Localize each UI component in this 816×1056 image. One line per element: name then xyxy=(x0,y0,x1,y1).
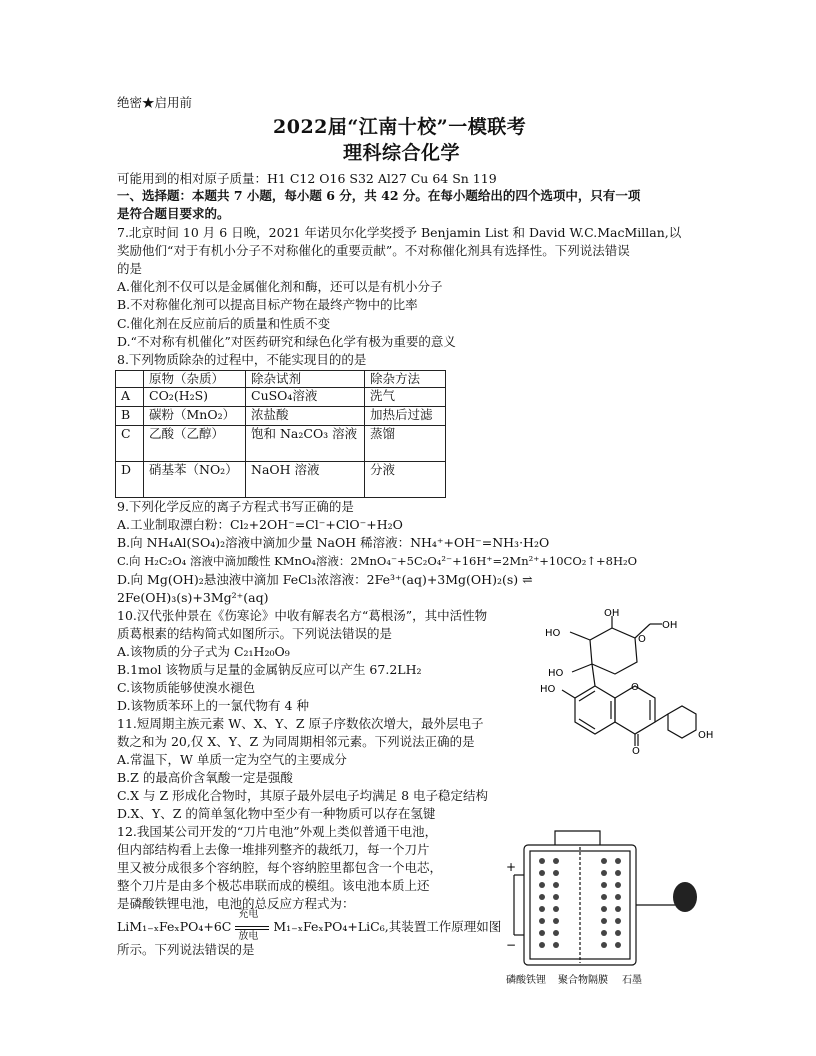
table-cell: 浓盐酸 xyxy=(246,407,365,426)
pyranone-ring xyxy=(615,686,655,734)
structure-label: O xyxy=(631,682,639,693)
q7-option-a: A.催化剂不仅可以是金属催化剂和酶，还可以是有机小分子 xyxy=(117,279,443,294)
q7-stem: 的是 xyxy=(117,261,143,276)
structure-label: HO xyxy=(545,628,561,639)
table-row xyxy=(116,407,446,426)
table-header: 原物（杂质） xyxy=(144,371,246,388)
q11-option-c: C.X 与 Z 形成化合物时，其原子最外层电子均满足 8 电子稳定结构 xyxy=(117,788,488,803)
structure-label: OH xyxy=(662,620,678,631)
figure-label: 磷酸铁锂 xyxy=(506,975,546,986)
structure-label: HO xyxy=(540,684,556,695)
q9-option-b: B.向 NH₄Al(SO₄)₂溶液中滴加少量 NaOH 稀溶液：NH₄⁺+OH⁻=NH₃·H₂O xyxy=(117,535,550,550)
table-cell: CO₂(H₂S) xyxy=(144,388,246,407)
q12-stem: 所示。下列说法错误的是 xyxy=(117,942,255,957)
table-header: 除杂方法 xyxy=(365,371,446,388)
q8-stem: 8.下列物质除杂的过程中，不能实现目的的是 xyxy=(117,352,367,367)
table-cell: 硝基苯（NO₂） xyxy=(144,462,246,498)
q9-option-d: D.向 Mg(OH)₂悬浊液中滴加 FeCl₃浓溶液：2Fe³⁺(aq)+3Mg(OH)₂(s) ⇌ xyxy=(117,572,533,587)
section-heading-cont: 是符合题目要求的。 xyxy=(117,206,230,221)
benzo-ring xyxy=(575,686,615,734)
q12-stem: 里又被分成很多个容纳腔，每个容纳腔里都包含一个电芯， xyxy=(117,860,443,875)
page-title: 2022届“江南十校”一模联考 xyxy=(273,116,527,138)
table-row xyxy=(116,462,446,498)
discharge-label: 放电 xyxy=(238,930,259,942)
q7-stem: 7.北京时间 10 月 6 日晚，2021 年诺贝尔化学奖授予 Benjamin List 和 David W.C.MacMillan,以 xyxy=(117,225,682,240)
charge-label: 充电 xyxy=(238,908,259,920)
sugar-ring xyxy=(590,628,637,674)
battery-figure xyxy=(500,825,700,990)
q9-option-d-cont: 2Fe(OH)₃(s)+3Mg²⁺(aq) xyxy=(117,590,269,605)
q11-option-d: D.X、Y、Z 的简单氢化物中至少有一种物质可以存在氢键 xyxy=(117,806,436,821)
q11-stem: 11.短周期主族元素 W、X、Y、Z 原子序数依次增大，最外层电子 xyxy=(117,716,484,731)
table-cell: 蒸馏 xyxy=(365,426,446,462)
q11-option-a: A.常温下，W 单质一定为空气的主要成分 xyxy=(117,752,347,767)
table-header: 除杂试剂 xyxy=(246,371,365,388)
table-cell: B xyxy=(116,407,144,426)
puerarin-structure-figure xyxy=(540,608,714,757)
q12-stem: 整个刀片是由多个极芯串联而成的模组。该电池本质上还 xyxy=(117,878,430,893)
structure-label: O xyxy=(638,634,646,645)
figure-label: 聚合物隔膜 xyxy=(558,975,608,986)
structure-label: OH xyxy=(604,608,620,619)
table-cell: 饱和 Na₂CO₃ 溶液 xyxy=(246,426,365,462)
q9-option-a: A.工业制取漂白粉：Cl₂+2OH⁻=Cl⁻+ClO⁻+H₂O xyxy=(117,517,403,532)
equation-arrows xyxy=(235,908,269,942)
q7-stem: 奖励他们“对于有机小分子不对称催化的重要贡献”。不对称催化剂具有选择性。下列说法错误 xyxy=(117,243,630,258)
figure-label: 石墨 xyxy=(622,975,642,986)
q10-option-a: A.该物质的分子式为 C₂₁H₂₀O₉ xyxy=(117,644,290,659)
table-cell: 洗气 xyxy=(365,388,446,407)
table-cell: D xyxy=(116,462,144,498)
q8-table xyxy=(115,370,446,498)
table-header-row xyxy=(116,371,446,388)
q7-option-b: B.不对称催化剂可以提高目标产物在最终产物中的比率 xyxy=(117,297,418,312)
q12-stem: 12.我国某公司开发的“刀片电池”外观上类似普通干电池， xyxy=(117,824,438,839)
minus-sign: − xyxy=(506,938,517,952)
atomic-masses: 可能用到的相对原子质量：H1 C12 O16 S32 Al27 Cu 64 Sn 119 xyxy=(117,171,497,186)
plus-sign: + xyxy=(506,860,517,874)
q7-option-d: D.“不对称有机催化”对医药研究和绿色化学有极为重要的意义 xyxy=(117,334,456,349)
phenyl-ring xyxy=(668,706,696,738)
page-subtitle: 理科综合化学 xyxy=(343,142,461,164)
table-row xyxy=(116,426,446,462)
equation-right: M₁₋ₓFeₓPO₄+LiC₆,其装置工作原理如图 xyxy=(273,919,502,934)
q10-stem: 10.汉代张仲景在《伤寒论》中收有解表名方“葛根汤”，其中活性物 xyxy=(117,608,488,623)
structure-label: O xyxy=(632,746,640,757)
equation-left: LiM₁₋ₓFeₓPO₄+6C xyxy=(117,919,232,934)
q11-stem: 数之和为 20,仅 X、Y、Z 为同周期相邻元素。下列说法正确的是 xyxy=(117,734,475,749)
table-row xyxy=(116,388,446,407)
table-cell: C xyxy=(116,426,144,462)
table-cell: 乙酸（乙醇） xyxy=(144,426,246,462)
q12-stem: 但内部结构看上去像一堆排列整齐的裁纸刀，每一个刀片 xyxy=(117,842,430,857)
table-cell: A xyxy=(116,388,144,407)
table-header xyxy=(116,371,144,388)
table-cell: CuSO₄溶液 xyxy=(246,388,365,407)
structure-label: HO xyxy=(548,668,564,679)
q9-option-c: C.向 H₂C₂O₄ 溶液中滴加酸性 KMnO₄溶液：2MnO₄⁻+5C₂O₄²⁻+16H⁺=2Mn²⁺+10CO₂↑+8H₂O xyxy=(117,554,638,568)
q12-stem: 是磷酸铁锂电池，电池的总反应方程式为： xyxy=(117,896,355,911)
q9-stem: 9.下列化学反应的离子方程式书写正确的是 xyxy=(117,499,354,514)
secret-label: 绝密★启用前 xyxy=(117,95,193,110)
bulb-icon xyxy=(673,882,697,912)
structure-label: OH xyxy=(698,730,714,741)
q10-option-c: C.该物质能够使溴水褪色 xyxy=(117,680,256,695)
q12-equation xyxy=(117,908,502,942)
section-heading: 一、选择题：本题共 7 小题，每小题 6 分，共 42 分。在每小题给出的四个选项中，只有一项 xyxy=(117,188,641,203)
table-cell: NaOH 溶液 xyxy=(246,462,365,498)
q10-option-d: D.该物质苯环上的一氯代物有 4 种 xyxy=(117,698,309,713)
table-cell: 分液 xyxy=(365,462,446,498)
q10-stem: 质葛根素的结构简式如图所示。下列说法错误的是 xyxy=(117,626,393,641)
q10-option-b: B.1mol 该物质与足量的金属钠反应可以产生 67.2LH₂ xyxy=(117,662,422,677)
q7-option-c: C.催化剂在反应前后的质量和性质不变 xyxy=(117,316,331,331)
table-cell: 加热后过滤 xyxy=(365,407,446,426)
q11-option-b: B.Z 的最高价含氧酸一定是强酸 xyxy=(117,770,293,785)
table-cell: 碳粉（MnO₂） xyxy=(144,407,246,426)
